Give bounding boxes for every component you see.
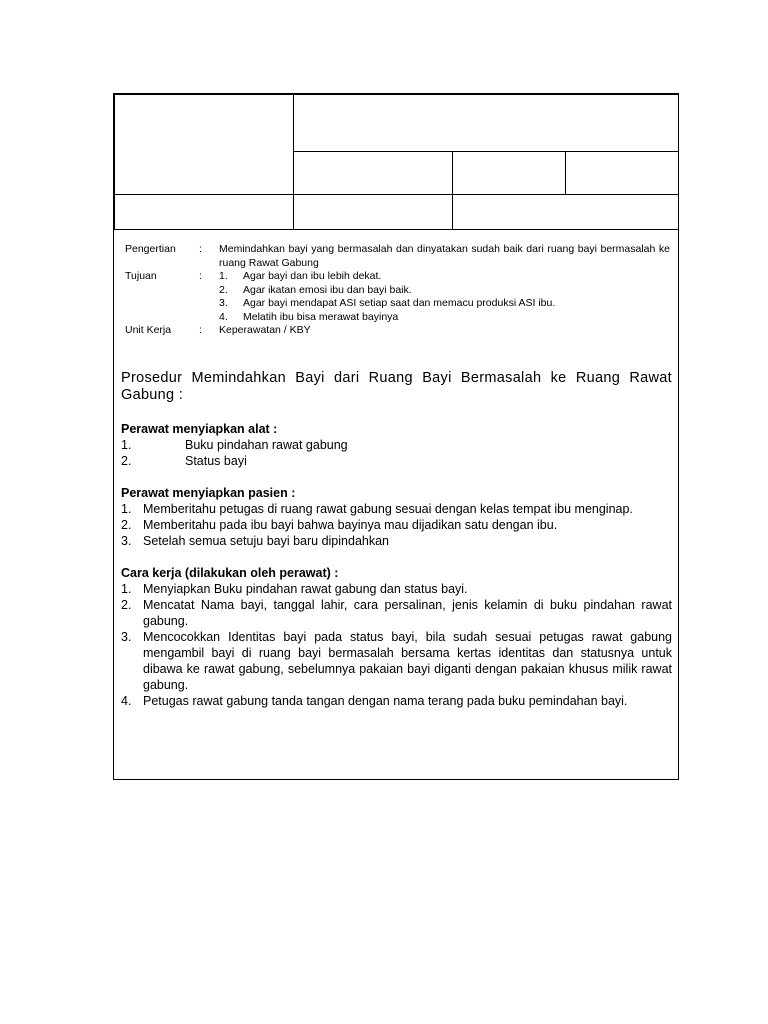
item-number: 4. bbox=[121, 694, 132, 708]
item-text: Melatih ibu bisa merawat bayinya bbox=[243, 310, 399, 323]
info-row-unit-kerja bbox=[125, 324, 670, 338]
procedure-title: Prosedur Memindahkan Bayi dari Ruang Bayi Bermasalah ke Ruang Rawat Gabung : bbox=[121, 370, 672, 403]
tools-list bbox=[121, 437, 672, 469]
header-revision-cell bbox=[452, 151, 566, 195]
list-item bbox=[121, 517, 672, 533]
item-number: 1. bbox=[219, 270, 228, 282]
item-number: 1. bbox=[121, 438, 132, 452]
header-doc-number-cell bbox=[293, 151, 453, 195]
item-number: 1. bbox=[121, 502, 132, 516]
header-type-cell bbox=[114, 194, 294, 230]
item-number: 2. bbox=[121, 598, 132, 612]
header-approval-cell bbox=[452, 194, 679, 230]
header-page-cell bbox=[565, 151, 679, 195]
info-section bbox=[125, 243, 670, 338]
list-item bbox=[219, 297, 670, 311]
list-item bbox=[121, 693, 672, 709]
item-number: 2. bbox=[121, 518, 132, 532]
item-number: 3. bbox=[219, 297, 228, 309]
item-text: Mencocokkan Identitas bayi pada status bayi, bila sudah sesuai petugas rawat gabung mengambil bayi di ruang bayi bermasalah bersama kertas identitas dan statusnya untuk dibawa ke rawat gabung, sebelumnya pakaian bayi diganti dengan pakaian khusus milik rawat gabung. bbox=[143, 630, 672, 692]
header-date-cell bbox=[293, 194, 453, 230]
tujuan-list bbox=[219, 270, 670, 324]
item-text: Status bayi bbox=[185, 454, 247, 468]
list-item bbox=[121, 437, 672, 453]
list-item bbox=[121, 453, 672, 469]
list-item bbox=[121, 501, 672, 517]
item-text: Agar ikatan emosi ibu dan bayi baik. bbox=[243, 283, 412, 296]
item-text: Agar bayi dan ibu lebih dekat. bbox=[243, 270, 382, 282]
item-text: Petugas rawat gabung tanda tangan dengan nama terang pada buku pemindahan bayi. bbox=[143, 694, 628, 708]
list-item bbox=[121, 597, 672, 629]
list-item bbox=[219, 284, 670, 298]
section-heading-workflow: Cara kerja (dilakukan oleh perawat) : bbox=[121, 566, 339, 580]
info-value: Memindahkan bayi yang bermasalah dan dinyatakan sudah baik dari ruang bayi bermasalah ke ruang Rawat Gabung bbox=[219, 243, 670, 269]
info-row-tujuan bbox=[125, 270, 670, 324]
section-heading-patient: Perawat menyiapkan pasien : bbox=[121, 486, 296, 500]
list-item bbox=[219, 311, 670, 325]
info-label: Tujuan bbox=[125, 270, 157, 282]
item-number: 2. bbox=[219, 283, 228, 296]
info-row-pengertian bbox=[125, 243, 670, 270]
item-text: Menyiapkan Buku pindahan rawat gabung dan status bayi. bbox=[143, 582, 468, 596]
list-item bbox=[121, 629, 672, 693]
item-text: Setelah semua setuju bayi baru dipindahkan bbox=[143, 534, 390, 548]
item-text: Memberitahu pada ibu bayi bahwa bayinya mau dijadikan satu dengan ibu. bbox=[143, 518, 558, 532]
patient-list bbox=[121, 501, 672, 549]
workflow-list bbox=[121, 581, 672, 709]
item-number: 3. bbox=[121, 630, 132, 644]
item-text: Buku pindahan rawat gabung bbox=[185, 438, 348, 452]
item-text: Agar bayi mendapat ASI setiap saat dan memacu produksi ASI ibu. bbox=[243, 297, 556, 309]
item-number: 3. bbox=[121, 534, 132, 548]
item-text: Memberitahu petugas di ruang rawat gabung sesuai dengan kelas tempat ibu menginap. bbox=[143, 502, 633, 516]
sop-document bbox=[113, 93, 679, 780]
info-colon: : bbox=[199, 324, 202, 336]
info-colon: : bbox=[199, 270, 202, 282]
section-heading-tools: Perawat menyiapkan alat : bbox=[121, 422, 278, 436]
header-logo-cell bbox=[114, 94, 294, 195]
info-label: Unit Kerja bbox=[125, 324, 172, 336]
list-item bbox=[121, 533, 672, 549]
item-text: Mencatat Nama bayi, tanggal lahir, cara persalinan, jenis kelamin di buku pindahan rawat gabung. bbox=[143, 598, 672, 628]
info-label: Pengertian bbox=[125, 243, 176, 255]
procedure-section bbox=[121, 370, 672, 709]
header-title-cell bbox=[293, 94, 679, 152]
info-colon: : bbox=[199, 243, 202, 255]
list-item bbox=[121, 581, 672, 597]
info-value: Keperawatan / KBY bbox=[219, 324, 311, 336]
item-number: 1. bbox=[121, 582, 132, 596]
item-number: 4. bbox=[219, 310, 228, 323]
list-item bbox=[219, 270, 670, 284]
item-number: 2. bbox=[121, 454, 132, 468]
